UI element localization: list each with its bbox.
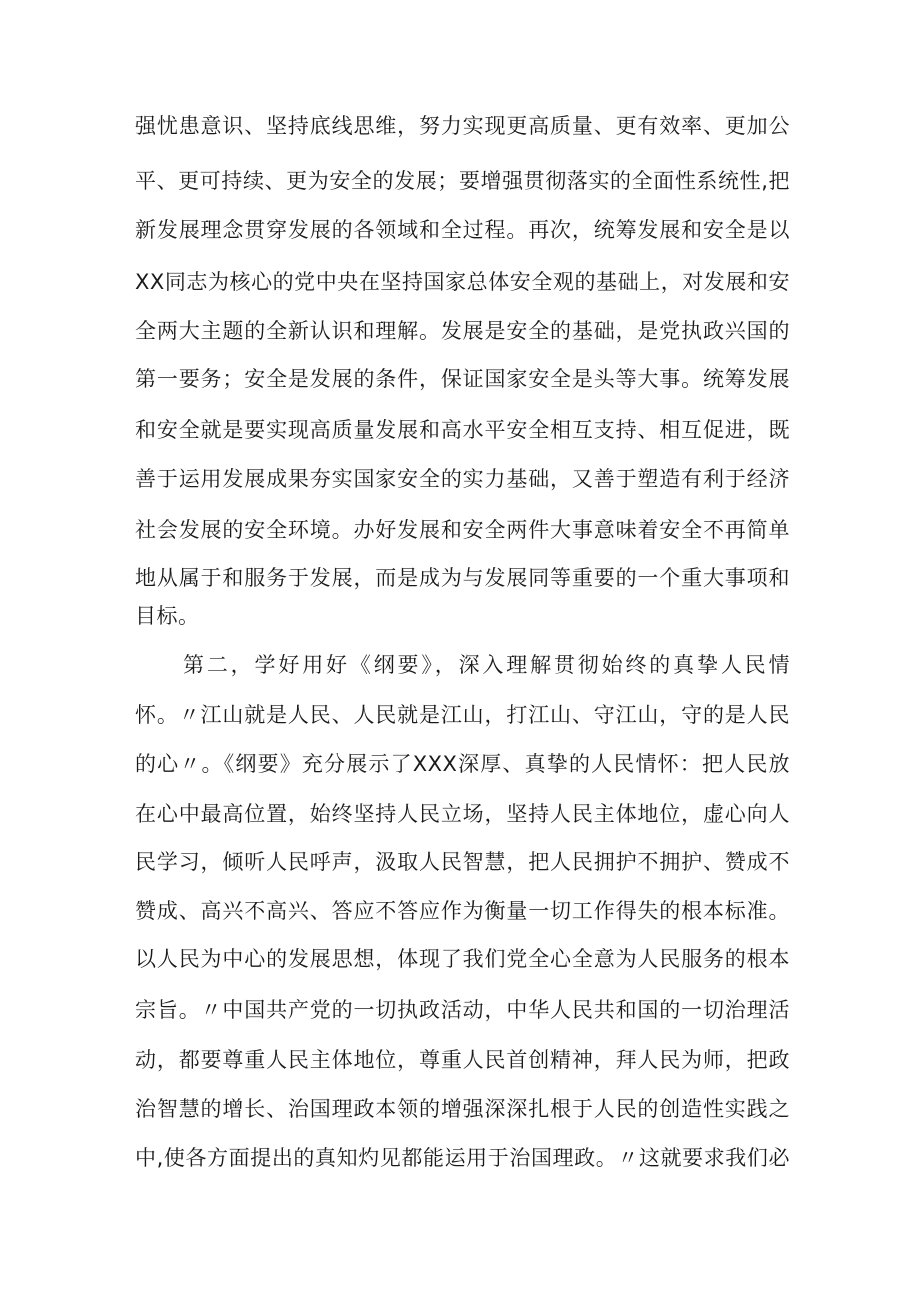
paragraph-start-line: 第二，学好用好《纲要》，深入理解贯彻始终的真挚人民情	[183, 653, 790, 677]
body-text-line: 动，都要尊重人民主体地位，尊重人民首创精神，拜人民为师，把政	[135, 1048, 790, 1072]
body-text-line: 怀。〃江山就是人民、人民就是江山，打江山、守江山，守的是人民	[135, 703, 790, 727]
body-text-line: 新发展理念贯穿发展的各领域和全过程。再次，统筹发展和安全是以	[135, 218, 790, 242]
body-text-line: 全两大主题的全新认识和理解。发展是安全的基础，是党执政兴国的	[135, 319, 790, 343]
body-text-line: 的心〃。《纲要》充分展示了XXX深厚、真挚的人民情怀：把人民放	[135, 752, 790, 776]
body-text-line: 强忧患意识、坚持底线思维，努力实现更高质量、更有效率、更加公	[135, 114, 790, 138]
body-text-line: 地从属于和服务于发展，而是成为与发展同等重要的一个重大事项和	[135, 566, 790, 590]
body-text-line: 社会发展的安全环境。办好发展和安全两件大事意味着安全不再简单	[135, 518, 790, 542]
body-text-line: 在心中最高位置，始终坚持人民立场，坚持人民主体地位，虚心向人	[135, 802, 790, 826]
body-text-line: 宗旨。〃中国共产党的一切执政活动，中华人民共和国的一切治理活	[135, 998, 790, 1022]
body-text-line: 第一要务；安全是发展的条件，保证国家安全是头等大事。统筹发展	[135, 367, 790, 391]
body-text-line: 和安全就是要实现高质量发展和高水平安全相互支持、相互促进，既	[135, 418, 790, 442]
body-text-line: 赞成、高兴不高兴、答应不答应作为衡量一切工作得失的根本标准。	[135, 899, 790, 923]
body-text-line: 目标。	[135, 604, 200, 628]
body-text-line: 以人民为中心的发展思想，体现了我们党全心全意为人民服务的根本	[135, 947, 790, 971]
body-text-line: XX同志为核心的党中央在坚持国家总体安全观的基础上，对发展和安	[135, 270, 790, 294]
body-text-line: 中,使各方面提出的真知灼见都能运用于治国理政。〃这就要求我们必	[135, 1146, 790, 1170]
body-text-line: 治智慧的增长、治国理政本领的增强深深扎根于人民的创造性实践之	[135, 1097, 790, 1121]
body-text-line: 善于运用发展成果夯实国家安全的实力基础，又善于塑造有利于经济	[135, 467, 790, 491]
body-text-line: 民学习，倾听人民呼声，汲取人民智慧，把人民拥护不拥护、赞成不	[135, 850, 790, 874]
body-text-line: 平、更可持续、更为安全的发展；要增强贯彻落实的全面性系统性,把	[135, 169, 790, 193]
